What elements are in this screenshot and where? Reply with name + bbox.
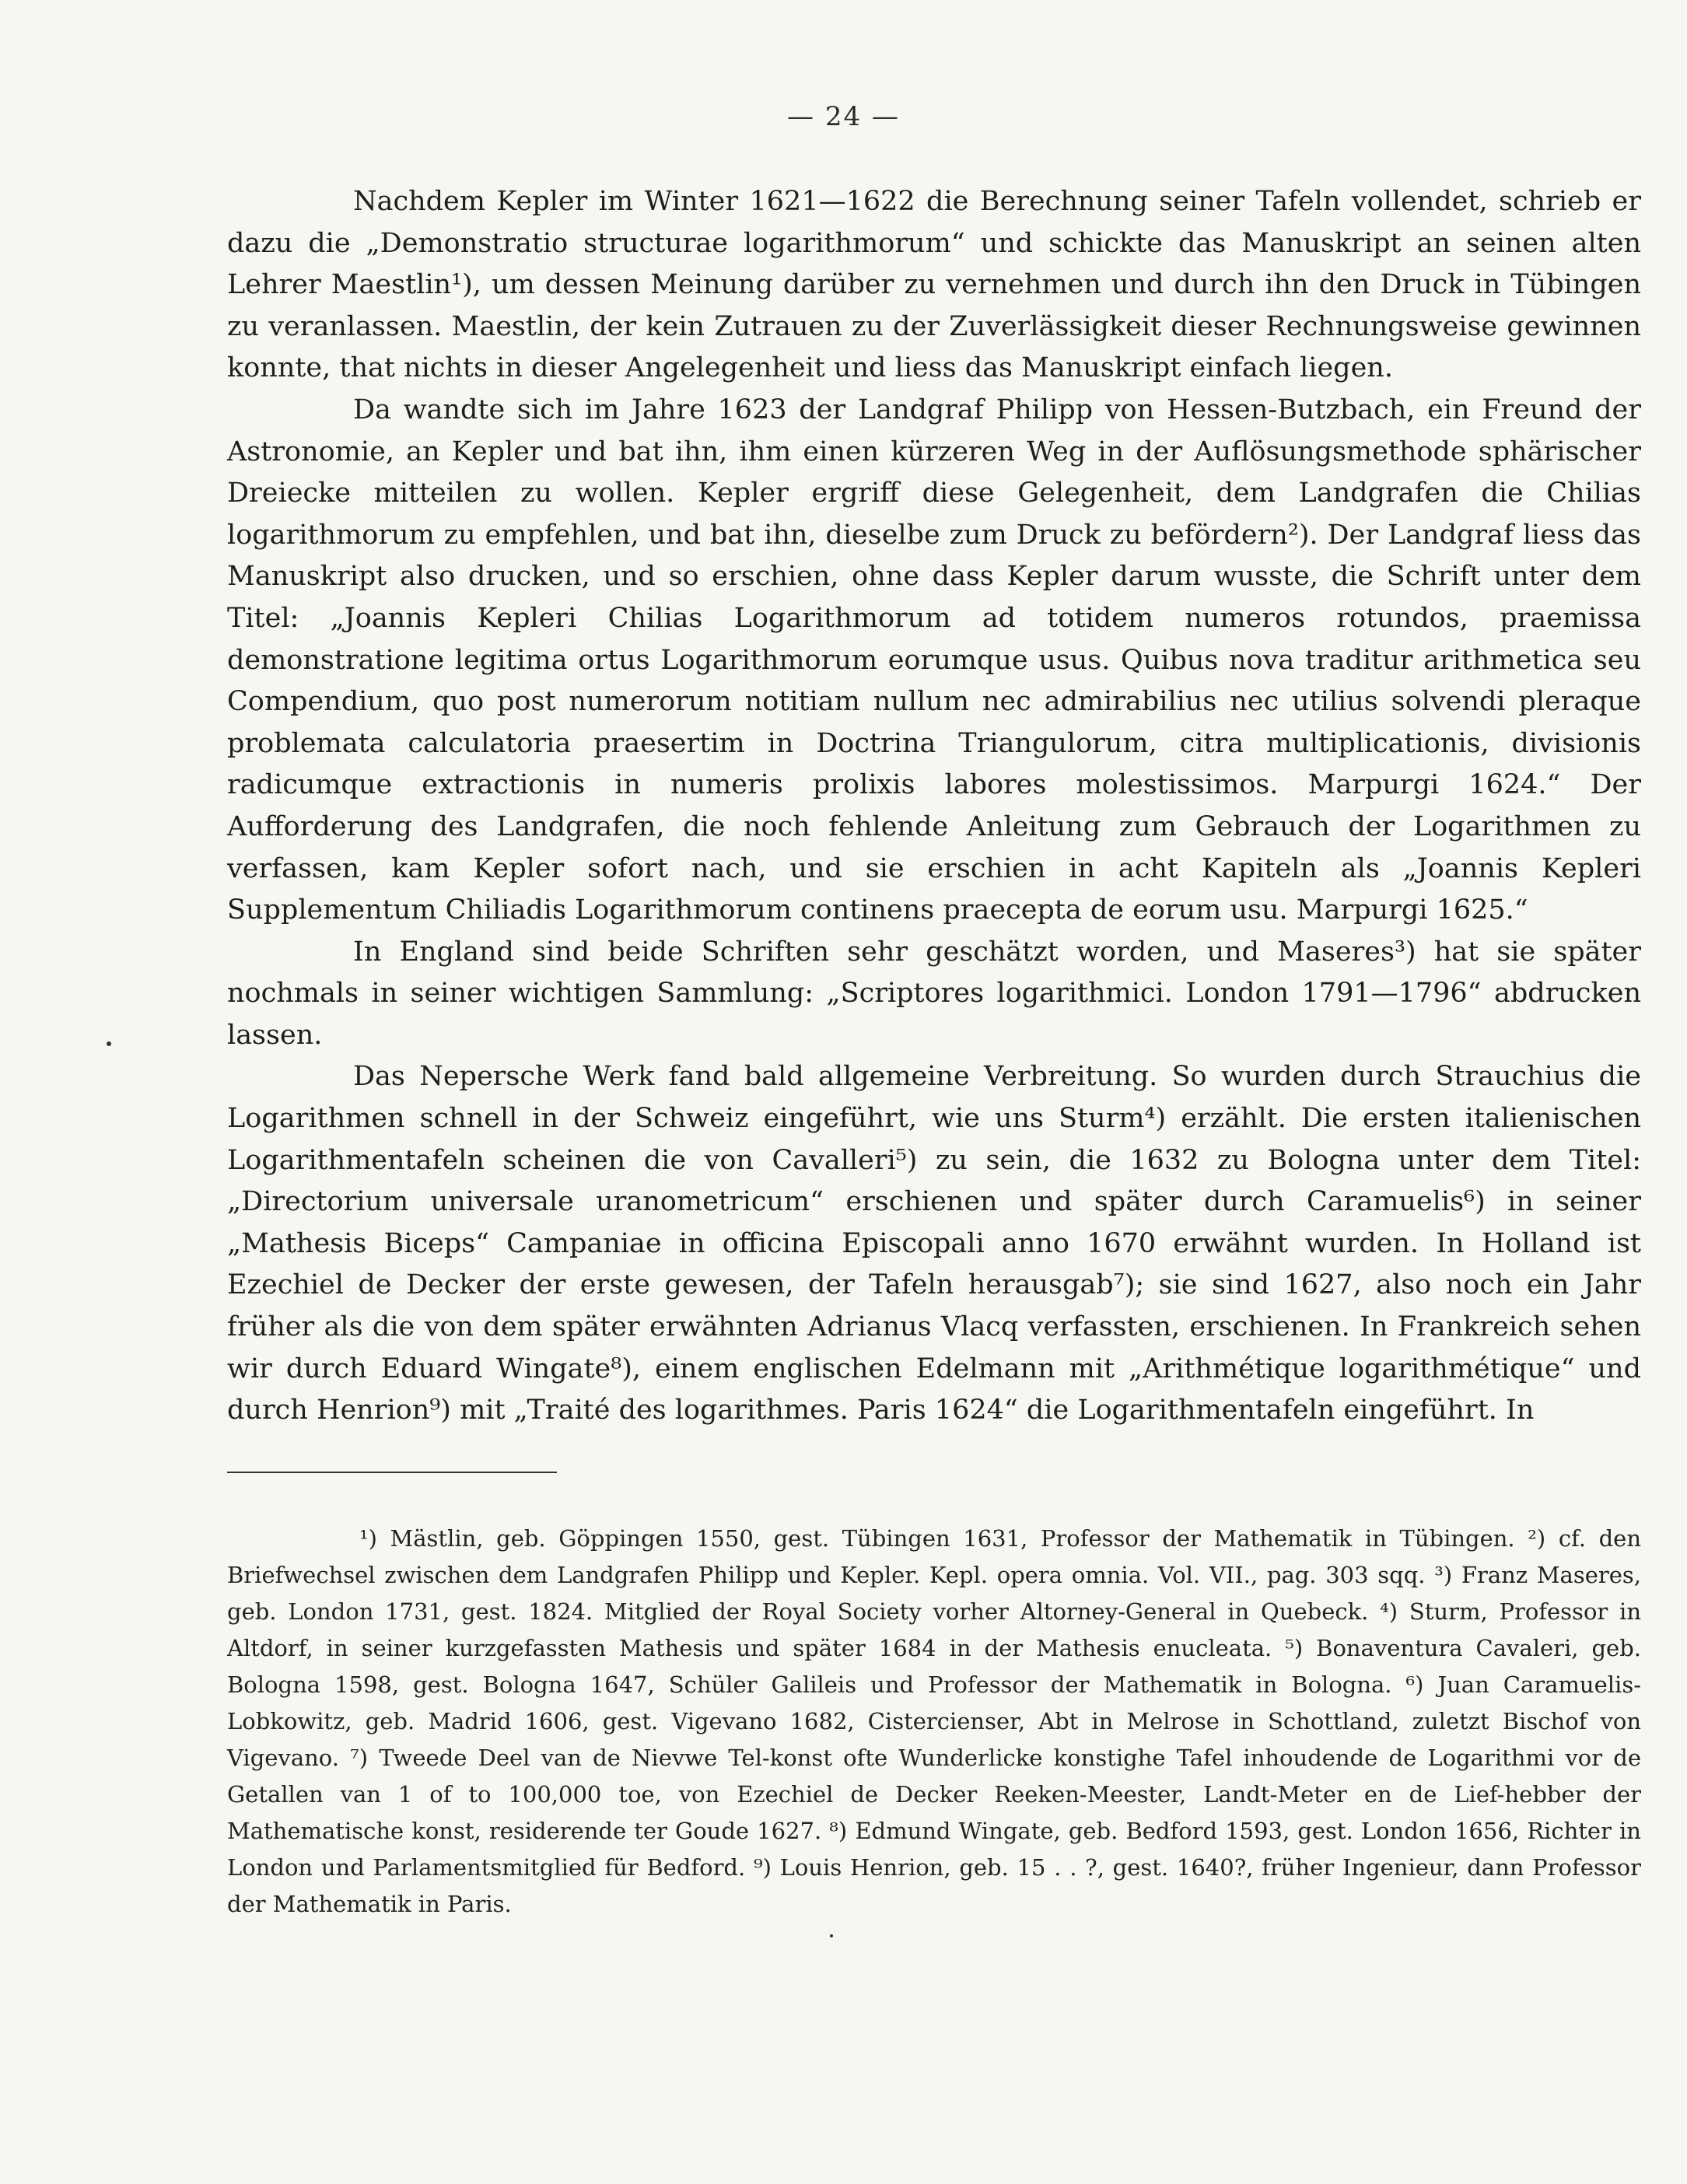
footnote-text: ¹) Mästlin, geb. Göppingen 1550, gest. Tübingen 1631, Professor der Mathematik in Tübingen. ²) cf. den Briefwechsel zwischen dem Landgrafen Philipp und Kepler. Kepl. opera omnia. Vol. VII., pag. 303 sqq. ³) Franz Maseres, geb. London 1731, gest. 1824. Mitglied der Royal Society vorher Altorney-General in Quebeck. ⁴) Sturm, Professor in Altdorf, in seiner kurzgefassten Mathesis und später 1684 in der Mathesis enucleata. ⁵) Bonaventura Cavaleri, geb. Bologna 1598, gest. Bologna 1647, Schüler Galileis und Professor der Mathematik in Bologna. ⁶) Juan Caramuelis-Lobkowitz, geb. Madrid 1606, gest. Vigevano 1682, Cistercienser, Abt in Melrose in Schottland, zuletzt Bischof von Vigevano. ⁷) Tweede Deel van de Nievwe Tel-konst ofte Wunderlicke konstighe Tafel inhoudende de Logarithmi vor de Getallen van 1 of to 100,000 toe, von Ezechiel de Decker Reeken-Meester, Landt-Meter en de Lief-hebber der Mathematische konst, residerende ter Goude 1627. ⁸) Edmund Wingate, geb. Bedford 1593, gest. London 1656, Richter in London und Parlamentsmitglied für Bedford. ⁹) Louis Henrion, geb. 15 . . ?, gest. 1640?, früher Ingenieur, dann Professor der Mathematik in Paris. [227, 1525, 1641, 1917]
paragraph: Da wandte sich im Jahre 1623 der Landgraf Philipp von Hessen-Butzbach, ein Freund der Astronomie, an Kepler und bat ihn, ihm einen kürzeren Weg in der Auflösungsmethode sphärischer Dreiecke mitteilen zu wollen. Kepler ergriff diese Gelegenheit, dem Landgrafen die Chilias logarithmorum zu empfehlen, und bat ihn, dieselbe zum Druck zu befördern²). Der Landgraf liess das Manuskript also drucken, und so erschien, ohne dass Kepler darum wusste, die Schrift unter dem Titel: „Joannis Kepleri Chilias Logarithmorum ad totidem numeros rotundos, praemissa demonstratione legitima ortus Logarithmorum eorumque usus. Quibus nova traditur arithmetica seu Compendium, quo post numerorum notitiam nullum nec admirabilius nec utilius solvendi pleraque problemata calculatoria praesertim in Doctrina Triangulorum, citra multiplicationis, divisionis radicumque extractionis in numeris prolixis labores molestissimos. Marpurgi 1624.“ Der Aufforderung des Landgrafen, die noch fehlende Anleitung zum Gebrauch der Logarithmen zu verfassen, kam Kepler sofort nach, und sie erschien in acht Kapiteln als „Joannis Kepleri Supplementum Chiliadis Logarithmorum continens praecepta de eorum usu. Marpurgi 1625.“ [227, 394, 1641, 926]
paragraph: Nachdem Kepler im Winter 1621—1622 die Berechnung seiner Tafeln vollendet, schrieb er dazu die „Demonstratio structurae logarithmorum“ und schickte das Manuskript an seinen alten Lehrer Maestlin¹), um dessen Meinung darüber zu vernehmen und durch ihn den Druck in Tübingen zu veranlassen. Maestlin, der kein Zutrauen zu der Zuverlässigkeit dieser Rechnungsweise gewinnen konnte, that nichts in dieser Angelegenheit und liess das Manuskript einfach liegen. [227, 186, 1641, 384]
footnotes [227, 1521, 1641, 1923]
print-speck [830, 1934, 833, 1937]
paragraph: In England sind beide Schriften sehr geschätzt worden, und Maseres³) hat sie später nochmals in seiner wichtigen Sammlung: „Scriptores logarithmici. London 1791—1796“ abdrucken lassen. [227, 936, 1641, 1051]
main-text [227, 181, 1641, 1432]
paragraph: Das Nepersche Werk fand bald allgemeine Verbreitung. So wurden durch Strauchius die Logarithmen schnell in der Schweiz eingeführt, wie uns Sturm⁴) erzählt. Die ersten italienischen Logarithmentafeln scheinen die von Cavalleri⁵) zu sein, die 1632 zu Bologna unter dem Titel: „Directorium universale uranometricum“ erschienen und später durch Caramuelis⁶) in seiner „Mathesis Biceps“ Campaniae in officina Episcopali anno 1670 erwähnt wurden. In Holland ist Ezechiel de Decker der erste gewesen, der Tafeln herausgab⁷); sie sind 1627, also noch ein Jahr früher als die von dem später erwähnten Adrianus Vlacq verfassten, erschienen. In Frankreich sehen wir durch Eduard Wingate⁸), einem englischen Edelmann mit „Arithmétique logarithmétique“ und durch Henrion⁹) mit „Traité des logarithmes. Paris 1624“ die Logarithmentafeln eingeführt. In [227, 1061, 1641, 1426]
footnote-divider [227, 1472, 557, 1473]
page-number: — 24 — [787, 101, 900, 132]
margin-mark [107, 1041, 111, 1046]
